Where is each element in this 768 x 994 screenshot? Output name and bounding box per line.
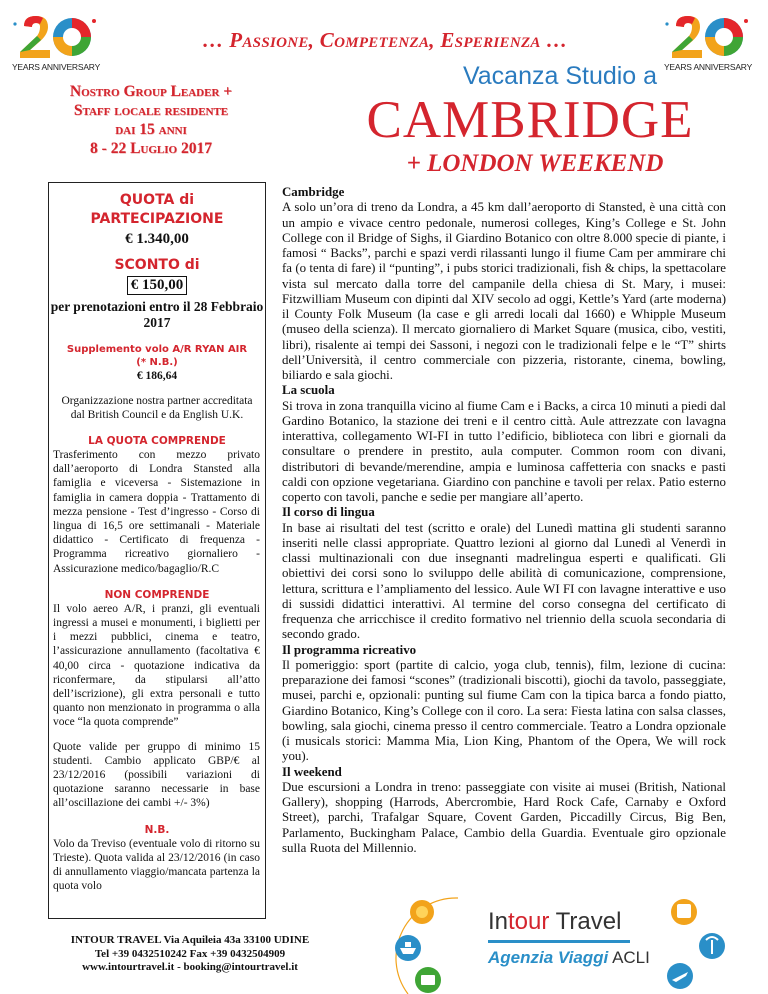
city-title: CAMBRIDGE xyxy=(366,91,694,149)
section-text-programma: Il pomeriggio: sport (partite di calcio, yoga club, tennis), film, lezione di cucina: preparazione dei famosi “scones” (tradizionali biscotti), giochi da tavolo, passeggiate, musei, parchi e, opzionali: punting sul fiume Cam con la tipica barca a fondo piatto, Giardino Botanico, King’s College con il coro. La sera: Fiesta latina con salsa classes, bowling, sala giochi, cinema presso il centro commerciale. Teatro a Londra opzionale (i musicals storici: Mamma Mia, Lion King, Phantom of the Opera, We will rock you). xyxy=(282,657,726,764)
transport-icons-cluster xyxy=(628,888,748,994)
section-heading-weekend: Il weekend xyxy=(282,764,342,779)
travel-icons-cluster xyxy=(388,888,488,994)
agency-name: Agenzia Viaggi xyxy=(488,948,609,967)
anniversary-caption: YEARS ANNIVERSARY xyxy=(11,62,101,72)
anniversary-caption: YEARS ANNIVERSARY xyxy=(663,62,753,72)
vacanza-subtitle: Vacanza Studio a xyxy=(462,62,658,90)
anniversary-logo-left xyxy=(10,12,102,72)
non-comprende-heading: NON COMPRENDE xyxy=(104,588,210,601)
sconto-price: € 150,00 xyxy=(127,276,188,295)
main-description xyxy=(282,185,726,856)
group-line-2: Staff locale residente xyxy=(73,102,229,119)
intour-wordmark xyxy=(488,908,621,936)
supplemento-line1: Supplemento volo A/R RYAN AIR xyxy=(66,344,248,355)
brand-travel: Travel xyxy=(549,908,622,935)
section-text-scuola: Si trova in zona tranquilla vicino al fiume Cam e i Backs, a circa 10 minuti a piedi dal Gardino Botanico, la stazione dei treni e il centro città. Aule attrezzate con lavagna interattiva, collegamento WI-FI in tutto l’edificio, biblioteca con libri e giornali da consultare o prendere in prestito, aula computer. Common room con divani, distributori di bevande/merendine, ampia e luminosa caffetteria con snacks e pasti caldi con opzione vegetariana. Giardino con panchine e tavoli per relax. Patio esterno coperto con tavoli, panche e sedie per mangiare all’aperto. xyxy=(282,398,726,504)
comprende-heading: LA QUOTA COMPRENDE xyxy=(88,435,226,447)
footer-phone: Tel +39 0432510242 Fax +39 0432504909 xyxy=(94,947,286,960)
comprende-text: Trasferimento con mezzo privato dall’aeroporto di Londra Stansted alla famiglia e viceversa - Sistemazione in famiglia in camera doppia - Trattamento di mezza pensione - Test d’ingresso - Corso di lingua di 16,5 ore settimanali - Materiale didattico - Certificato di frequenza - Programma ricreativo giornaliero - Assicurazione medico/bagaglio/R.C xyxy=(53,449,260,575)
twenty-logo-icon xyxy=(662,12,754,62)
supplemento-heading xyxy=(49,343,265,369)
footer-web: www.intourtravel.it - booking@intourtravel.it xyxy=(82,961,298,973)
organizzazione-text: Organizzazione nostra partner accreditata dal British Council e da English U.K. xyxy=(61,395,253,421)
quota-heading-line1: QUOTA di xyxy=(119,192,195,208)
brand-divider xyxy=(488,940,630,943)
nb-text: Volo da Treviso (eventuale volo di ritorno su Trieste). Quota valida al 23/12/2016 (in caso di annullamento viaggio/mancata partenza la quota volo xyxy=(53,837,260,893)
price-box xyxy=(48,182,266,919)
prenotazione-deadline: per prenotazioni entro il 28 Febbraio 2017 xyxy=(50,299,264,330)
group-dates: 8 - 22 Luglio 2017 xyxy=(90,140,212,157)
tagline: … Passione, Competenza, Esperienza … xyxy=(202,28,568,52)
footer-address: INTOUR TRAVEL Via Aquileia 43a 33100 UDINE xyxy=(70,934,310,946)
group-leader-info xyxy=(20,82,282,158)
quota-heading xyxy=(49,191,265,229)
section-heading-scuola: La scuola xyxy=(282,383,335,398)
supplemento-line2: (* N.B.) xyxy=(136,357,178,368)
twenty-logo-icon xyxy=(10,12,102,62)
section-heading-programma: Il programma ricreativo xyxy=(282,642,417,657)
section-text-cambridge: A solo un’ora di treno da Londra, a 45 km dall’aeroporto di Stansted, è una città con un ampio e vivace centro pedonale, numerosi colleges, King’s College e St. John College con il Bridge of Sighs, il Giardino Botanico con oltre 8.000 specie di piante, i famosi “ Backs”, parchi e spazi verdi rilassanti lungo il fiume Cam per ammirare chi fa (o tenta di fare) il “punting”, i pubs storici tradizionali, fish & chips, la spettacolare vista sul mercato dalla torre del campanile della chiesa di St. Mary, i musei: Fitzwilliam Museum con dipinti dal XIV secolo ad oggi, Kettle’s Yard (arte moderna) il County Folk Museum (la case e gli arredi locali dal 1660) e Whipple Museum (museo della scienza). Il mercato giornaliero di Market Square (musica, cibo, vestiti, libri), risalente ai tempi dei Sassoni, i negozi con le tradizionali felpe e le “T” shirts dell’Università, il centro commerciale con pizzeria, ristorante, cinema, bowling, biliardo e sala giochi. xyxy=(282,200,726,382)
sconto-heading: SCONTO di xyxy=(114,257,200,273)
quota-heading-line2: PARTECIPAZIONE xyxy=(90,211,224,227)
non-comprende-text: Il volo aereo A/R, i pranzi, gli eventuali ingressi a musei e monumenti, i biglietti per i mezzi pubblici, cinema e teatro, l’assicurazione annullamento (facoltativa € 40,00 circa - quotazione indicativa da riconfermare, da stipularsi all’atto dell’iscrizione), gli extra personali e tutto quanto non menzionato in programma o alla voce “la quota comprende” xyxy=(53,602,260,729)
supplemento-price: € 186,64 xyxy=(136,370,178,382)
brand-in: In xyxy=(488,908,509,935)
footer-contacts xyxy=(40,934,340,975)
group-line-1: Nostro Group Leader + xyxy=(69,83,233,100)
intour-travel-logo xyxy=(388,888,748,994)
section-text-weekend: Due escursioni a Londra in treno: passeggiate con visite ai musei (British, National Gallery), shopping (Harrods, Abercrombie, Hard Rock Cafe, Carnaby e Oxford Street), parchi, Trafalgar Square, Covent Garden, Piccadilly Circus, Big Ben, Parlamento, Buckingham Palace, Cambio della Guardia. Eventuale giro opzionale sulla Ruota del Millennio. xyxy=(282,779,726,855)
brand-tour: tour xyxy=(508,908,550,935)
nb-heading: N.B. xyxy=(144,823,170,836)
acli-label: ACLI xyxy=(608,948,650,967)
section-text-corso: In base ai risultati del test (scritto e orale) del Lunedì mattina gli studenti saranno inseriti nelle classi appropriate. Quattro lezioni al giorno dal Lunedì al Venerdì in classi multinazionali con due insegnanti madrelingua esperti e qualificati. Gli obiettivi dei corsi sono lo sviluppo delle abilità di comunicazione, comprensione, lettura, scrittura e l’ampliamento del lessico. Aule WI FI con lavagne interattive e uso di sussidi didattici interattivi. Al termine del corso consegna del certificato di frequenza che arricchisce il credito formativo nel triennio della scuola secondaria di secondo grado. xyxy=(282,520,726,642)
london-weekend: + LONDON WEEKEND xyxy=(406,150,664,177)
agency-label xyxy=(488,948,650,968)
quota-price: € 1.340,00 xyxy=(125,231,189,247)
section-heading-corso: Il corso di lingua xyxy=(282,505,375,520)
group-line-3: dai 15 anni xyxy=(115,121,187,138)
quote-validity-text: Quote valide per gruppo di minimo 15 studenti. Cambio applicato GBP/€ al 23/12/2016 (possibili variazioni di quotazione saranno necessarie in base all’oscillazione dei cambi +/- 3%) xyxy=(53,740,260,810)
section-heading-cambridge: Cambridge xyxy=(282,185,345,199)
